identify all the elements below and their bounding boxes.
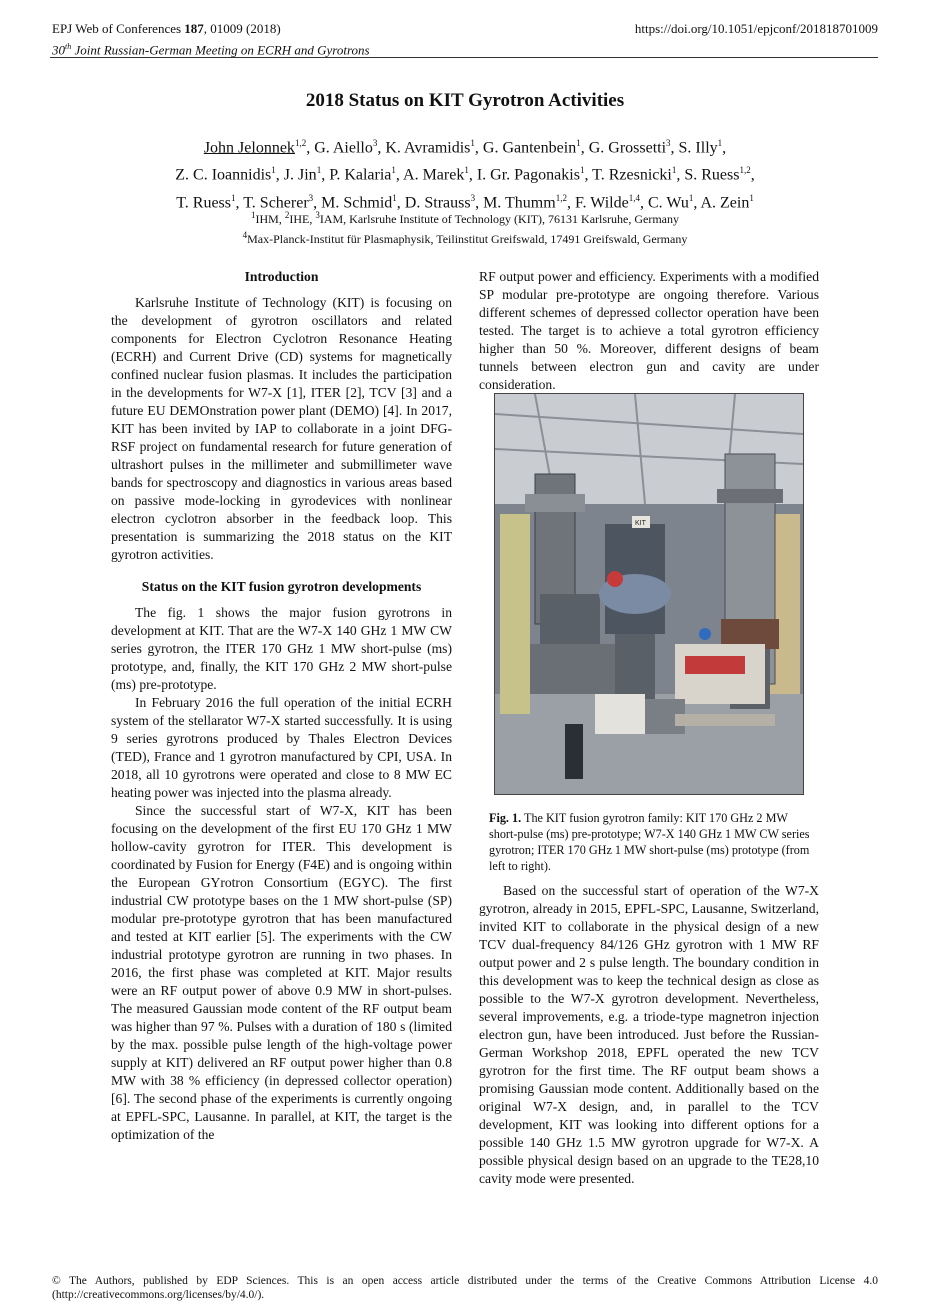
figure-label: Fig. 1. [489,811,522,825]
tcv-paragraph: Based on the successful start of operation of the W7-X gyrotron, already in 2015, EPFL-SPC, Lausanne, Switzerland, invited KIT to collaborate in the physical design of a new TCV dual-frequency 84/126 GHz gyrotron with 1 MW RF output power and 2 s pulse length. The boundary condition in this development was to keep the technical design as close as possible to the W7-X gyrotron development. Nevertheless, several improvements, e.g. a triode-type magnetron injection electron gun, have been introduced. Just before the Russian-German Workshop 2018, EPFL operated the new TCV gyrotron for the first time. The RF output beam shows a promising Gaussian mode content. Additionally based on the original W7-X design, and, in parallel to the TCV development, KIT was looking into different options for a possible 140 GHz 1.5 MW gyrotron upgrade for W7-X. A possible physical design based on an upgrade to the TE28,10 cavity mode were presented. [479,883,819,1186]
section-heading-status: Status on the KIT fusion gyrotron developments [141,579,422,594]
doi-link[interactable]: https://doi.org/10.1051/epjconf/201818701009 [634,21,878,36]
license-footer: © The Authors, published by EDP Sciences. This is an open access article distributed under the terms of the Creative Commons Attribution License 4.0 (http://creativecommons.org/licenses/by/4.0/). [52,1275,878,1301]
author-affiliation-marker: 1,2 [739,165,751,176]
journal-citation: EPJ Web of Conferences 187, 01009 (2018) [52,21,281,36]
status-paragraph-1: The fig. 1 shows the major fusion gyrotrons in development at KIT. That are the W7-X 140 GHz 1 MW CW series gyrotron, the ITER 170 GHz 1 MW short-pulse (ms) prototype, and, finally, the KIT 170 GHz 2 MW short-pulse (ms) pre-prototype. [111,605,452,692]
author-affiliation-marker: 1 [671,165,677,176]
author-name: M. Thumm [483,193,556,211]
header-divider [50,57,878,58]
author-name: P. Kalaria [329,166,392,184]
author-name: G. Aiello [314,139,373,157]
author-name: G. Gantenbein [482,139,577,157]
author-affiliation-marker: 1 [717,138,723,148]
author-name: T. Rzesnicki [592,166,672,184]
author-affiliation-marker: 1 [392,192,397,203]
author-affiliation-marker: 1,2 [555,192,567,203]
author-name: A. Zein [700,193,750,211]
author-name: K. Avramidis [385,139,471,157]
meeting-name: 30th Joint Russian-German Meeting on ECRH and Gyrotrons [52,42,370,58]
author-name[interactable]: John Jelonnek [203,139,295,157]
author-affiliation-marker: 1 [470,138,475,148]
author-name: S. Ruess [684,166,740,184]
author-list: John Jelonnek$^{1,2}$, G. Aiello$^3$, K. Avramidis$^1$, G. Gantenbein$^1$, G. Grossetti$^3$, S. Illy$^1$, Z. C. Ioannidis$^1$, J. Jin$^1$, P. Kalaria$^1$, A. Marek$^1$, I. Gr. Pagonakis$^1$, T. Rzesnicki$^1$, S. Ruess$^{1,2}$, T. Ruess$^1$, T. Scherer$^3$, M. Schmid$^1$, D. Strauss$^3$, M. Thumm$^{1,2}$, F. Wilde$^{1,4}$, C. Wu$^1$, A. Zein$^1$ [175,138,755,211]
author-name: M. Schmid [321,193,393,211]
left-column [111,268,452,1144]
author-affiliation-marker: 3 [308,192,314,203]
author-name: Z. C. Ioannidis [175,166,272,184]
author-affiliation-marker: 1 [271,165,276,176]
figure-caption [489,810,816,874]
status-paragraph-3: Since the successful start of W7-X, KIT has been focusing on the development of the first EU 170 GHz 1 MW hollow-cavity gyrotron for ITER. This development is coordinated by Fusion for Energy (F4E) and is ongoing within the European GYrotron Consortium (EGYC). The first industrial CW prototype bases on the 1 MW short-pulse (SP) modular pre-prototype gyrotron that has been manufactured and tested at KIT earlier [5]. The experiments with the CW industrial prototype gyrotron are running in two phases. In 2016, the first phase was completed at KIT. Major results were an RF output power of above 0.9 MW in short-pulses. The measured Gaussian mode content of the RF output beam was higher than 97 %. Pulses with a duration of 180 s (limited by the max. possible pulse length of the high-voltage power supply at KIT) delivered an RF output power higher than 0.8 MW with 38 % efficiency (in depressed collector operation) [6]. The second phase of the experiments is currently ongoing at EPFL-SPC, Lausanne. In parallel, at KIT, the target is the optimization of the [111,803,452,1142]
photo-kit-sign: KIT [635,520,646,527]
author-affiliation-marker: 3 [372,138,378,148]
introduction-paragraph: Karlsruhe Institute of Technology (KIT) is focusing on the development of gyrotron oscillators and related components for Electron Cyclotron Resonance Heating (ECRH) and Current Drive (CD) systems for magnetically confined nuclear fusion plasmas. It includes the participation in the developments for W7-X [1], ITER [2], TCV [3] and a future EU DEMOnstration power plant (DEMO) [4]. In 2017, KIT has been invited by IAP to collaborate in a joint DFG-RSF project on fundamental research for future generation of ultrashort pulses in the millimeter and submillimeter wave bands for spectroscopy and diagnostics in various areas based on passive mode-locking in gyrodevices with nonlinear electron cyclotron absorber in the feedback loop. This presentation is summarizing the 2018 status on the KIT gyrotron activities. [111,295,452,562]
author-affiliation-marker: 1 [391,165,396,176]
author-affiliation-marker: 1,2 [294,138,307,148]
paper-title: 2018 Status on KIT Gyrotron Activities [305,90,625,111]
gyrotron-photo [494,393,804,795]
author-name: T. Ruess [176,193,231,211]
author-name: C. Wu [647,193,689,211]
author-name: A. Marek [403,166,465,184]
affiliation-line-2: $^4$Max-Planck-Institut für Plasmaphysik, Teilinstitut Greifswald, 17491 Greifswald, Germany [242,230,688,246]
author-name: I. Gr. Pagonakis [476,166,580,184]
author-name: D. Strauss [404,193,471,211]
author-affiliation-marker: 1,4 [628,192,640,203]
continued-paragraph: RF output power and efficiency. Experiments with a modified SP modular pre-prototype are ongoing therefore. Various different schemes of depressed collector operation have been tested. The target is to achieve a total gyrotron efficiency higher than 50 %. Moreover, different designs of beam tunnels between electron gun and cavity are under consideration. [479,269,819,392]
author-name: G. Grossetti [588,139,667,157]
author-affiliation-marker: 1 [688,192,694,203]
status-paragraph-2: In February 2016 the full operation of the initial ECRH system of the stellarator W7-X started successfully. It is using 9 series gyrotrons produced by Thales Electron Devices (TED), France and 1 gyrotron manufactured by CPI, USA. In 2018, all 10 gyrotrons were operated and close to 8 MW EC heating power was injected into the plasma already. [111,695,452,800]
author-name: S. Illy [678,139,718,157]
author-name: T. Scherer [243,193,309,211]
author-affiliation-marker: 1 [576,138,581,148]
author-affiliation-marker: 1 [231,192,236,203]
gyrotron-lab-illustration [495,394,803,794]
author-affiliation-marker: 3 [666,138,671,148]
affiliations [95,207,835,247]
affiliation-line-1: $^1$IHM, $^2$IHE, $^3$IAM, Karlsruhe Institute of Technology (KIT), 76131 Karlsruhe, Germany [250,210,680,226]
author-affiliation-marker: 1 [749,192,754,203]
section-heading-introduction: Introduction [244,269,319,284]
author-name: F. Wilde [574,193,629,211]
author-affiliation-marker: 1 [316,165,322,176]
author-affiliation-marker: 3 [470,192,476,203]
right-column-top [479,268,819,394]
right-column-bottom [479,882,819,1188]
author-affiliation-marker: 1 [464,165,469,176]
author-affiliation-marker: 1 [579,165,585,176]
author-name: J. Jin [283,166,317,184]
figure-caption-text: The KIT fusion gyrotron family: KIT 170 GHz 2 MW short-pulse (ms) pre-prototype; W7-X 140 GHz 1 MW CW series gyrotron; ITER 170 GHz 1 MW short-pulse (ms) prototype (from left to right). [489,811,810,873]
